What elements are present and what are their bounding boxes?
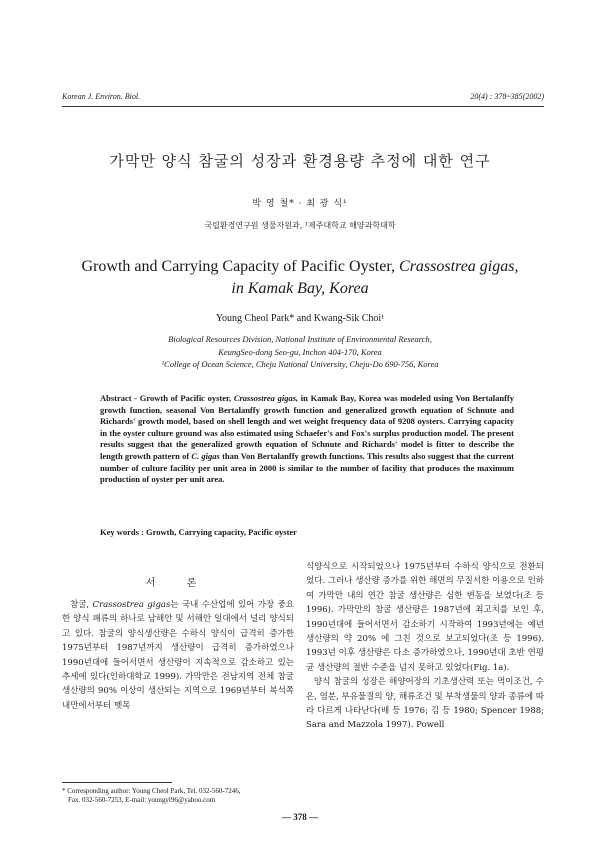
header-rule [62, 106, 544, 107]
affiliation-line: Biological Resources Division, National Institute of Environmental Research, [168, 334, 432, 344]
title-species: Crassostrea gigas, [399, 258, 519, 275]
footnote-rule [62, 782, 172, 783]
english-title [0, 256, 600, 300]
citation: 20(4) : 378~385(2002) [470, 92, 544, 101]
left-column [62, 598, 294, 713]
section-title: 서 론 [145, 578, 211, 589]
keywords: Key words : Growth, Carrying capacity, Pacific oyster [100, 527, 297, 537]
affiliation-line: ¹College of Ocean Science, Cheju National University, Cheju-Do 690-756, Korea [161, 359, 439, 369]
paragraph: 양식 참굴의 성장은 해양어장의 기초생산력 또는 먹이조건, 수온, 염분, 부유물질의 양, 해류조건 및 부착생물의 양과 종류에 따라 다르게 나타난다(배 등 1976; 김 등 1980; Spencer 1988; Sara and Mazzola 1997). Powell [306, 677, 544, 731]
korean-affiliation: 국립환경연구원 생물자원과, ¹제주대학교 해양과학대학 [204, 221, 396, 230]
abstract: Abstract - Growth of Pacific oyster, Crassostrea gigas, in Kamak Bay, Korea was modeled using Von Bertalanffy growth function, seasonal Von Bertalanffy growth function and generalized growth equation of Schnute and Richards' growth model, based on shell length and wet weight frequency data of 9208 oysters. Carrying capacity in the oyster culture ground was also estimated using Schaefer's and Fox's surplus production model. The present results suggest that the generalized growth equation of Schnute and Richards' model is fitter to describe the length growth pattern of C. gigas than Von Bertalanffy growth functions. This results also suggest that the current number of culture facility per unit area in 2000 is similar to the number of facility that produces the maximum production of oyster per unit area. [100, 393, 515, 485]
footnote: * Corresponding author: Young Cheol Park, Tel. 032-560-7246, Fax. 032-560-7253, E-mail: youngyl96@yahoo.com [62, 787, 241, 804]
paragraph: 식양식으로 시작되었으나 1975년부터 수하식 양식으로 전환되었다. 그러나 생산량 증가를 위한 해면의 무질서한 이용으로 인하여 가막만 내의 연간 참굴 생산량은 심한 변동을 보였다(조 등 1996). 가막만의 참굴 생산량은 1987년에 최고치를 보인 후, 1990년대에 들어서면서 감소하기 시작하여 1993년에는 예년 생산량의 약 20% 에 그친 것으로 보고되었다(조 등 1996). 1993년 이후 생산량은 다소 증가하였으나, 1990년대 초반 연평균 생산량의 절반 수준을 넘지 못하고 있었다(Fig. 1a). [306, 562, 544, 673]
journal-name: Korean J. Environ. Biol. [62, 92, 141, 101]
korean-authors: 박 영 철* · 최 광 식¹ [252, 199, 348, 209]
korean-title: 가막만 양식 참굴의 성장과 환경용량 추정에 대한 연구 [109, 152, 491, 170]
paragraph: 참굴, Crassostrea gigas는 국내 수산업에 있어 가장 중요한 양식 패류의 하나로 남해안 및 서해안 일대에서 널리 양식되고 있다. 참굴의 양식생산량은 수하식 양식이 급격히 증가한 1975년부터 1987년까지 생산량이 급격히 증가하였으나 1990년대에 들어서면서 생산량이 지속적으로 감소하고 있는 추세에 있다(인하대학교 1999). 가막만은 전남지역 전체 참굴 생산량의 90% 이상이 생산되는 지역으로 1969년부터 복석쪽 내만에서부터 뗏목 [62, 600, 294, 711]
right-column [306, 560, 544, 733]
abstract-label: Abstract [100, 393, 132, 403]
page-number: — 378 — [282, 812, 318, 822]
affiliation-line: KeungSeo-dong Seo-gu, Inchon 404-170, Korea [218, 346, 382, 357]
english-authors: Young Cheol Park* and Kwang-Sik Choi¹ [215, 313, 385, 324]
title-line-2: in Kamak Bay, Korea [231, 280, 369, 297]
english-affiliation [0, 333, 600, 371]
title-line-1: Growth and Carrying Capacity of Pacific Oyster, [81, 258, 396, 275]
